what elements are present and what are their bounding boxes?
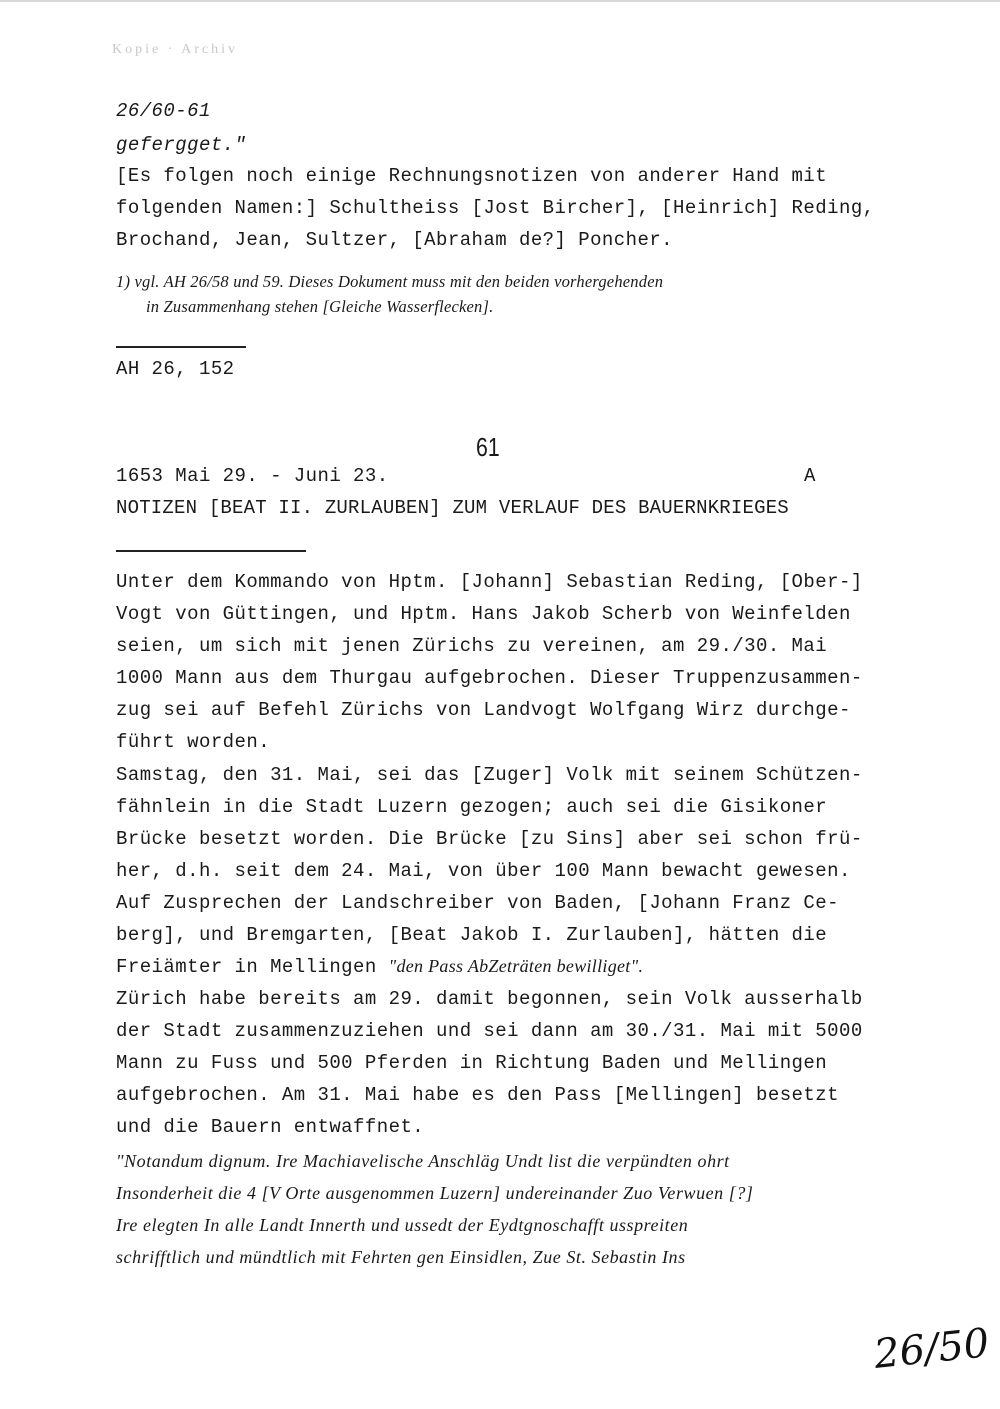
faint-archive-stamp: Kopie · Archiv <box>112 42 238 57</box>
document-grade: A <box>804 465 816 487</box>
text-line: zug sei auf Befehl Zürichs von Landvogt Wolfgang Wirz durchge- <box>116 699 851 721</box>
text-line: Brücke besetzt worden. Die Brücke [zu Sins] aber sei schon frü- <box>116 828 863 850</box>
text-line: folgenden Namen:] Schultheiss [Jost Bircher], [Heinrich] Reding, <box>116 197 875 219</box>
text-line: berg], und Bremgarten, [Beat Jakob I. Zurlauben], hätten die <box>116 924 828 946</box>
quote-line: Insonderheit die 4 [V Orte ausgenommen Luzern] undereinander Zuo Verwuen [?] <box>116 1183 754 1203</box>
text-line: Unter dem Kommando von Hptm. [Johann] Sebastian Reding, [Ober-] <box>116 571 863 593</box>
text-line: Brochand, Jean, Sultzer, [Abraham de?] Poncher. <box>116 229 674 251</box>
text-line: Samstag, den 31. Mai, sei das [Zuger] Volk mit seinem Schützen- <box>116 764 863 786</box>
document-number: 61 <box>476 432 500 462</box>
text-line: und die Bauern entwaffnet. <box>116 1116 425 1138</box>
text-line: Zürich habe bereits am 29. damit begonnen, sein Volk ausserhalb <box>116 988 863 1010</box>
text-line <box>116 956 643 978</box>
page-edge <box>0 0 1000 2</box>
footnote-line: 1) vgl. AH 26/58 und 59. Dieses Dokument muss mit den beiden vorhergehenden <box>116 272 664 291</box>
quote-line: Ire elegten In alle Landt Innerth und ussedt der Eydtgnoschafft usspreiten <box>116 1215 689 1235</box>
divider <box>116 346 246 348</box>
document-title: NOTIZEN [BEAT II. ZURLAUBEN] ZUM VERLAUF DES BAUERNKRIEGES <box>116 497 789 519</box>
divider <box>116 550 306 552</box>
text-line: der Stadt zusammenzuziehen und sei dann am 30./31. Mai mit 5000 <box>116 1020 863 1042</box>
text-segment: Freiämter in Mellingen <box>116 956 389 978</box>
text-line: [Es folgen noch einige Rechnungsnotizen von anderer Hand mit <box>116 165 828 187</box>
text-line: her, d.h. seit dem 24. Mai, von über 100 Mann bewacht gewesen. <box>116 860 851 882</box>
footnote-line: in Zusammenhang stehen [Gleiche Wasserflecken]. <box>146 297 494 316</box>
handwritten-page-mark: 26/50 <box>871 1320 992 1378</box>
text-line: führt worden. <box>116 731 271 753</box>
text-line: aufgebrochen. Am 31. Mai habe es den Pass [Mellingen] besetzt <box>116 1084 839 1106</box>
text-line: fähnlein in die Stadt Luzern gezogen; auch sei die Gisikoner <box>116 796 828 818</box>
quoted-phrase: "den Pass AbZeträten bewilliget". <box>388 956 644 976</box>
previous-quote-closing: gefergget." <box>116 134 247 156</box>
text-line: Auf Zusprechen der Landschreiber von Baden, [Johann Franz Ce- <box>116 892 839 914</box>
text-line: 1000 Mann aus dem Thurgau aufgebrochen. Dieser Truppenzusammen- <box>116 667 863 689</box>
text-line: Mann zu Fuss und 500 Pferden in Richtung Baden und Mellingen <box>116 1052 828 1074</box>
source-reference: AH 26, 152 <box>116 358 235 380</box>
quote-line: "Notandum dignum. Ire Machiavelische Anschläg Undt list die verpündten ohrt <box>116 1151 730 1171</box>
reference-number: 26/60-61 <box>116 100 211 122</box>
text-line: seien, um sich mit jenen Zürichs zu vereinen, am 29./30. Mai <box>116 635 828 657</box>
quote-line: schrifftlich und mündtlich mit Fehrten gen Einsidlen, Zue St. Sebastin Ins <box>116 1247 686 1267</box>
document-date: 1653 Mai 29. - Juni 23. <box>116 465 389 487</box>
text-line: Vogt von Güttingen, und Hptm. Hans Jakob Scherb von Weinfelden <box>116 603 851 625</box>
